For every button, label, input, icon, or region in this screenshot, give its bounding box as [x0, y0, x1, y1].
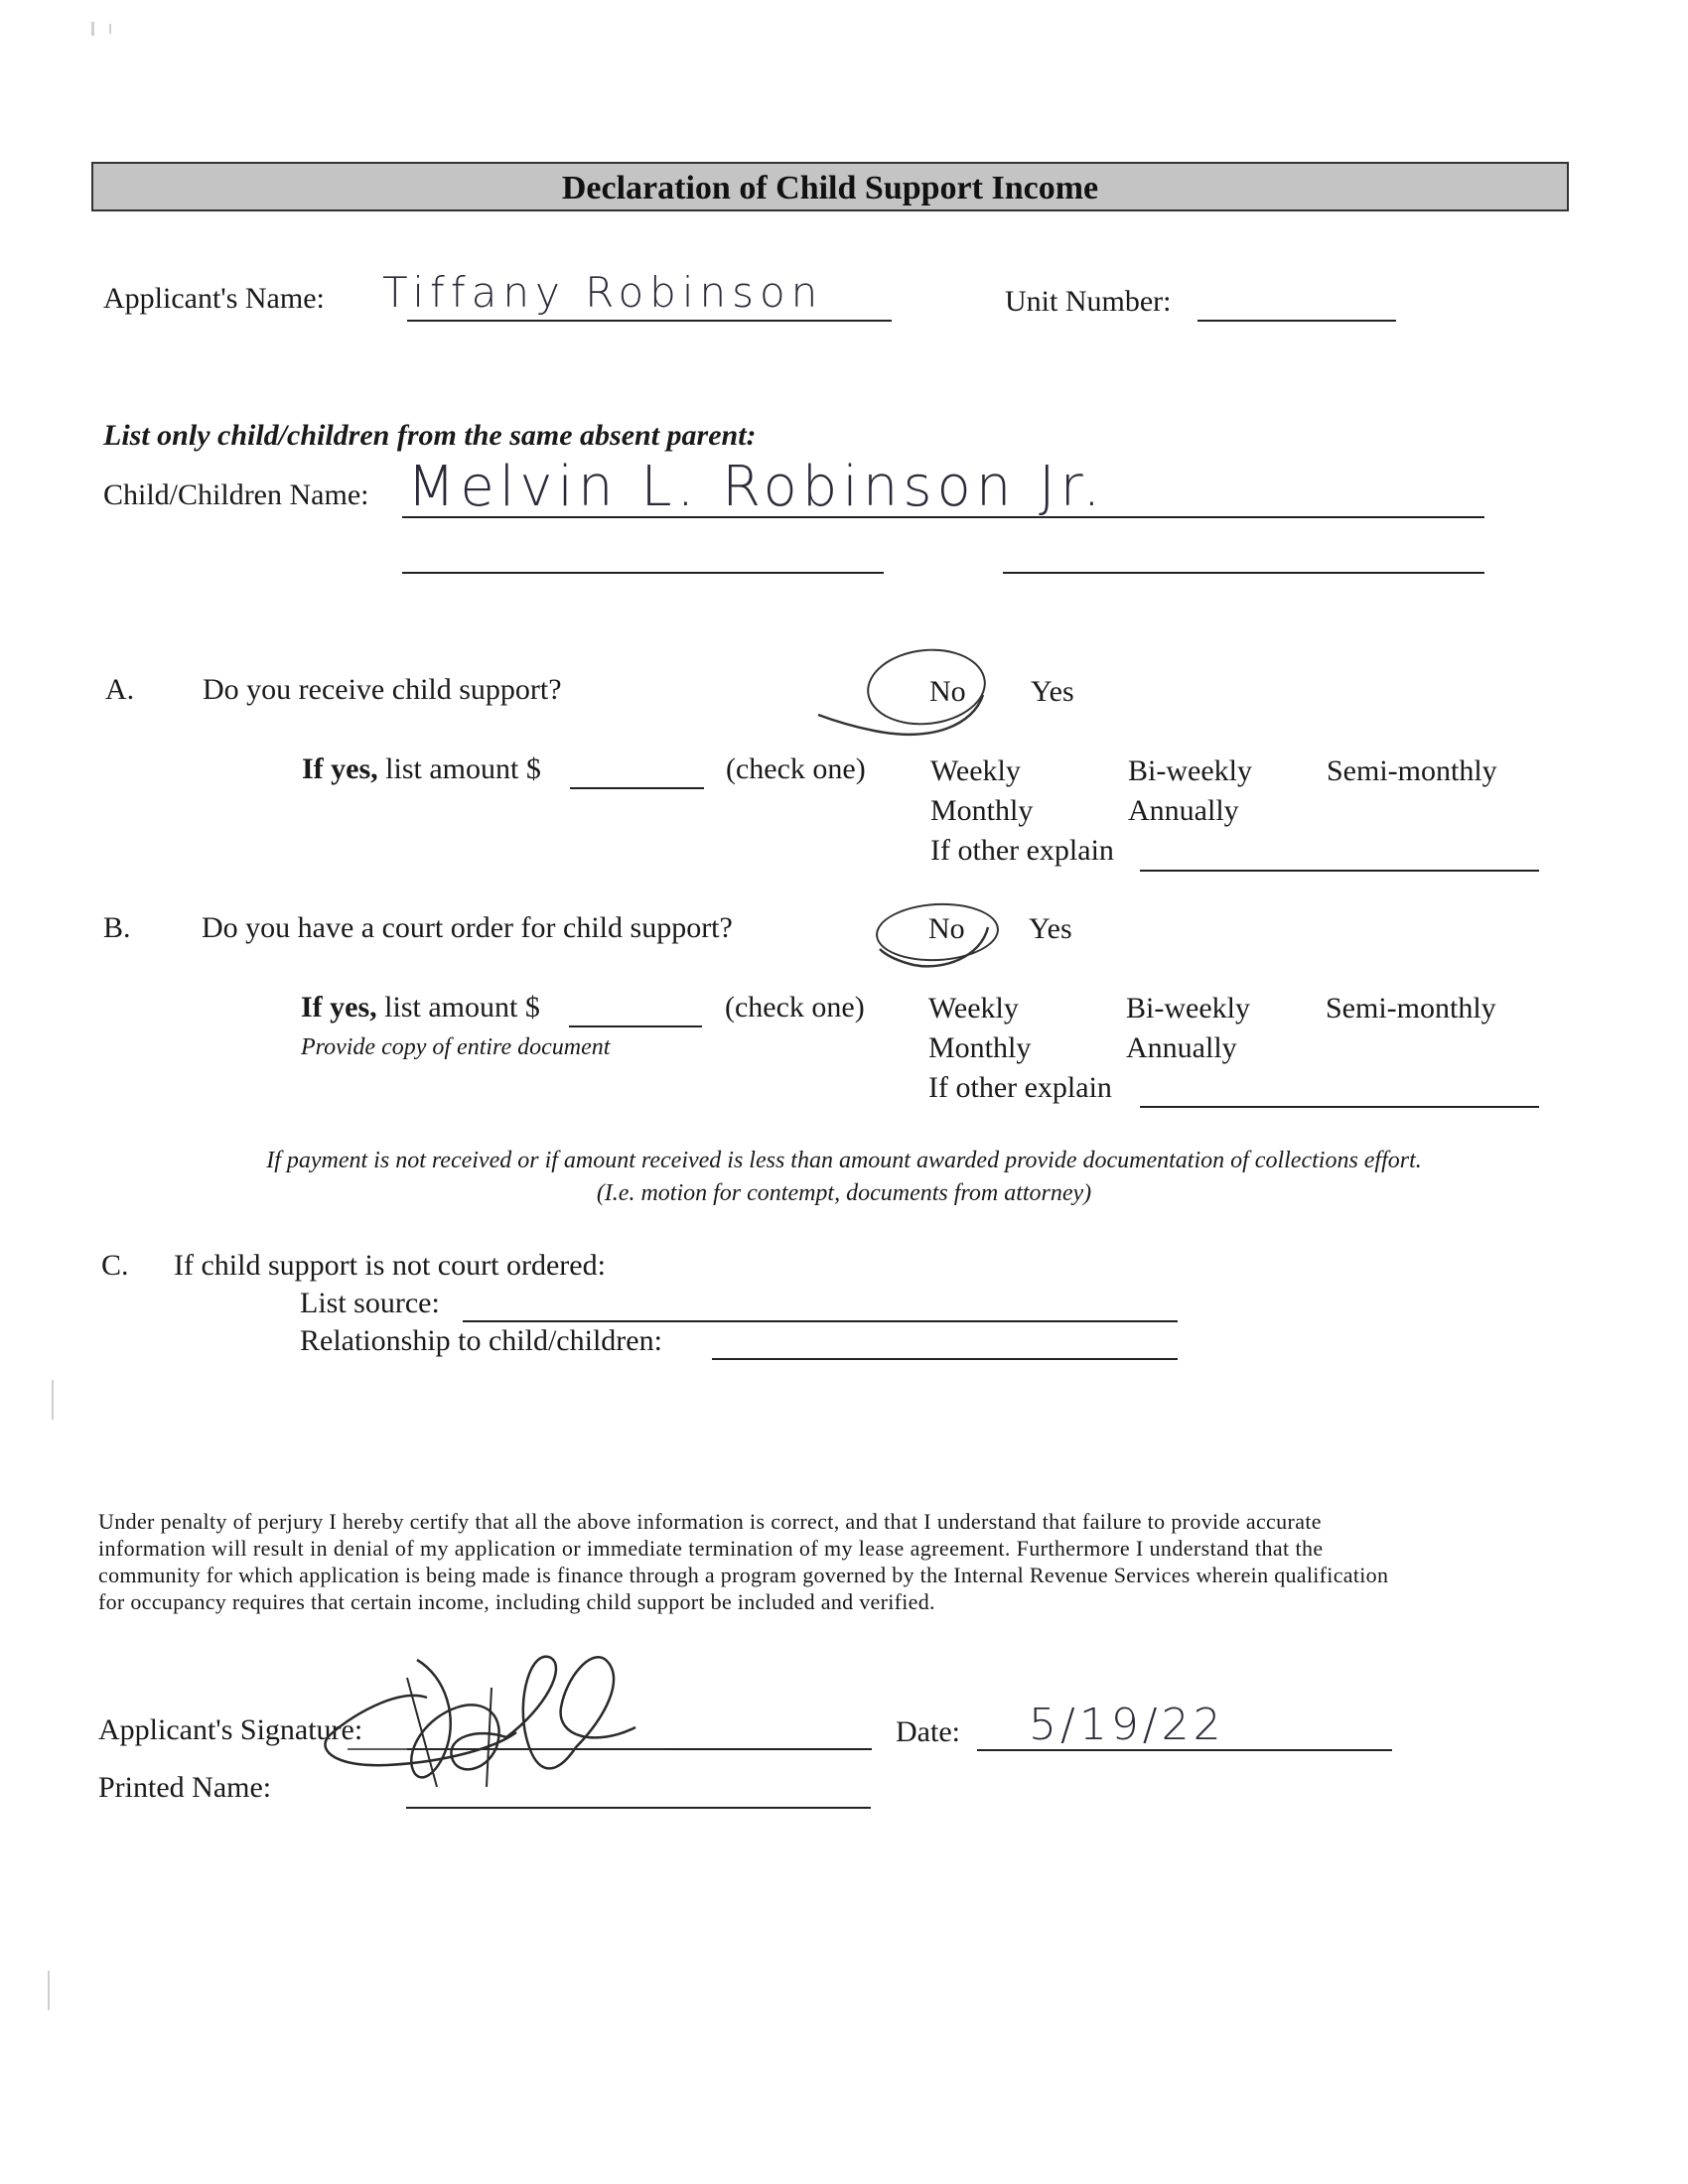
- section-c-letter: C.: [101, 1249, 129, 1282]
- section-b-biweekly-option[interactable]: Bi-weekly: [1126, 992, 1250, 1024]
- form-title-bar: [91, 162, 1569, 211]
- section-a-yes-option[interactable]: Yes: [1031, 675, 1074, 708]
- section-a-letter: A.: [105, 673, 135, 706]
- form-title: Declaration of Child Support Income: [561, 170, 1099, 206]
- certification-line4: for occupancy requires that certain income, including child support be included and verified.: [98, 1589, 935, 1614]
- unit-number-field[interactable]: [1197, 320, 1396, 322]
- relationship-field[interactable]: [712, 1358, 1178, 1360]
- section-a-biweekly-option[interactable]: Bi-weekly: [1128, 754, 1252, 787]
- section-a-semimonthly-option[interactable]: Semi-monthly: [1327, 754, 1497, 787]
- certification-line1: Under penalty of perjury I hereby certify that all the above information is correct, and that I understand that failure to provide accurate: [98, 1509, 1322, 1534]
- applicant-name-line: [407, 320, 892, 322]
- children-name-label: Child/Children Name:: [103, 478, 369, 511]
- circle-tail-stroke: [814, 685, 993, 754]
- relationship-label: Relationship to child/children:: [300, 1324, 662, 1357]
- children-name-field[interactable]: Melvin L. Robinson Jr.: [407, 455, 1106, 519]
- list-source-field[interactable]: [463, 1320, 1178, 1322]
- section-b-other-label: If other explain: [928, 1071, 1112, 1104]
- section-a-if-yes-label: If yes, list amount $: [302, 752, 541, 785]
- scan-artifact: [48, 1971, 50, 2010]
- collections-note-line2: (I.e. motion for contempt, documents from attorney): [596, 1180, 1092, 1206]
- applicant-name-label: Applicant's Name:: [103, 282, 325, 315]
- date-label: Date:: [896, 1715, 960, 1748]
- list-source-label: List source:: [300, 1287, 440, 1319]
- scan-artifact: [52, 1380, 54, 1420]
- certification-line2: information will result in denial of my application or immediate termination of my lease agreement. Furthermore I understand that the: [98, 1536, 1324, 1561]
- section-b-check-one: (check one): [725, 991, 865, 1024]
- section-b-annually-option[interactable]: Annually: [1126, 1031, 1237, 1064]
- section-a-weekly-option[interactable]: Weekly: [930, 754, 1021, 787]
- section-c-heading: If child support is not court ordered:: [174, 1249, 606, 1282]
- printed-name-label: Printed Name:: [98, 1771, 272, 1804]
- section-b-if-yes-label: If yes, list amount $: [301, 991, 540, 1024]
- same-parent-note: List only child/children from the same absent parent:: [103, 419, 757, 452]
- scan-artifact: [91, 22, 94, 36]
- section-b-monthly-option[interactable]: Monthly: [928, 1031, 1032, 1064]
- section-b-question: Do you have a court order for child support?: [202, 911, 733, 944]
- section-b-amount-field[interactable]: [569, 1025, 702, 1027]
- section-a-annually-option[interactable]: Annually: [1128, 794, 1239, 827]
- section-a-monthly-option[interactable]: Monthly: [930, 794, 1034, 827]
- children-name-field-3[interactable]: [1003, 572, 1484, 574]
- printed-name-field[interactable]: [406, 1807, 871, 1809]
- section-b-other-field[interactable]: [1140, 1106, 1539, 1108]
- section-a-amount-field[interactable]: [570, 787, 704, 789]
- unit-number-label: Unit Number:: [1005, 285, 1172, 318]
- section-b-yes-option[interactable]: Yes: [1029, 912, 1072, 945]
- applicant-name-field[interactable]: Tiffany Robinson: [382, 268, 824, 317]
- scan-artifact: [109, 24, 111, 34]
- section-b-semimonthly-option[interactable]: Semi-monthly: [1326, 992, 1496, 1024]
- section-b-letter: B.: [103, 911, 131, 944]
- certification-line3: community for which application is being made is finance through a program governed by the Internal Revenue Services wherein qualification: [98, 1563, 1389, 1587]
- section-a-other-label: If other explain: [930, 834, 1114, 867]
- collections-note-line1: If payment is not received or if amount received is less than amount awarded provide documentation of collections effort.: [266, 1148, 1422, 1173]
- section-a-question: Do you receive child support?: [203, 673, 562, 706]
- section-a-other-field[interactable]: [1140, 870, 1539, 872]
- section-a-no-option[interactable]: No: [929, 675, 966, 708]
- circle-tail-stroke: [864, 919, 1003, 979]
- section-b-weekly-option[interactable]: Weekly: [928, 992, 1019, 1024]
- date-field[interactable]: 5/19/22: [1029, 1700, 1225, 1750]
- children-name-field-2[interactable]: [402, 572, 884, 574]
- provide-copy-note: Provide copy of entire document: [301, 1034, 611, 1060]
- section-a-check-one: (check one): [726, 752, 866, 785]
- signature-label: Applicant's Signature:: [98, 1713, 363, 1746]
- handwritten-signature: [308, 1638, 735, 1797]
- section-b-no-option[interactable]: No: [928, 912, 965, 945]
